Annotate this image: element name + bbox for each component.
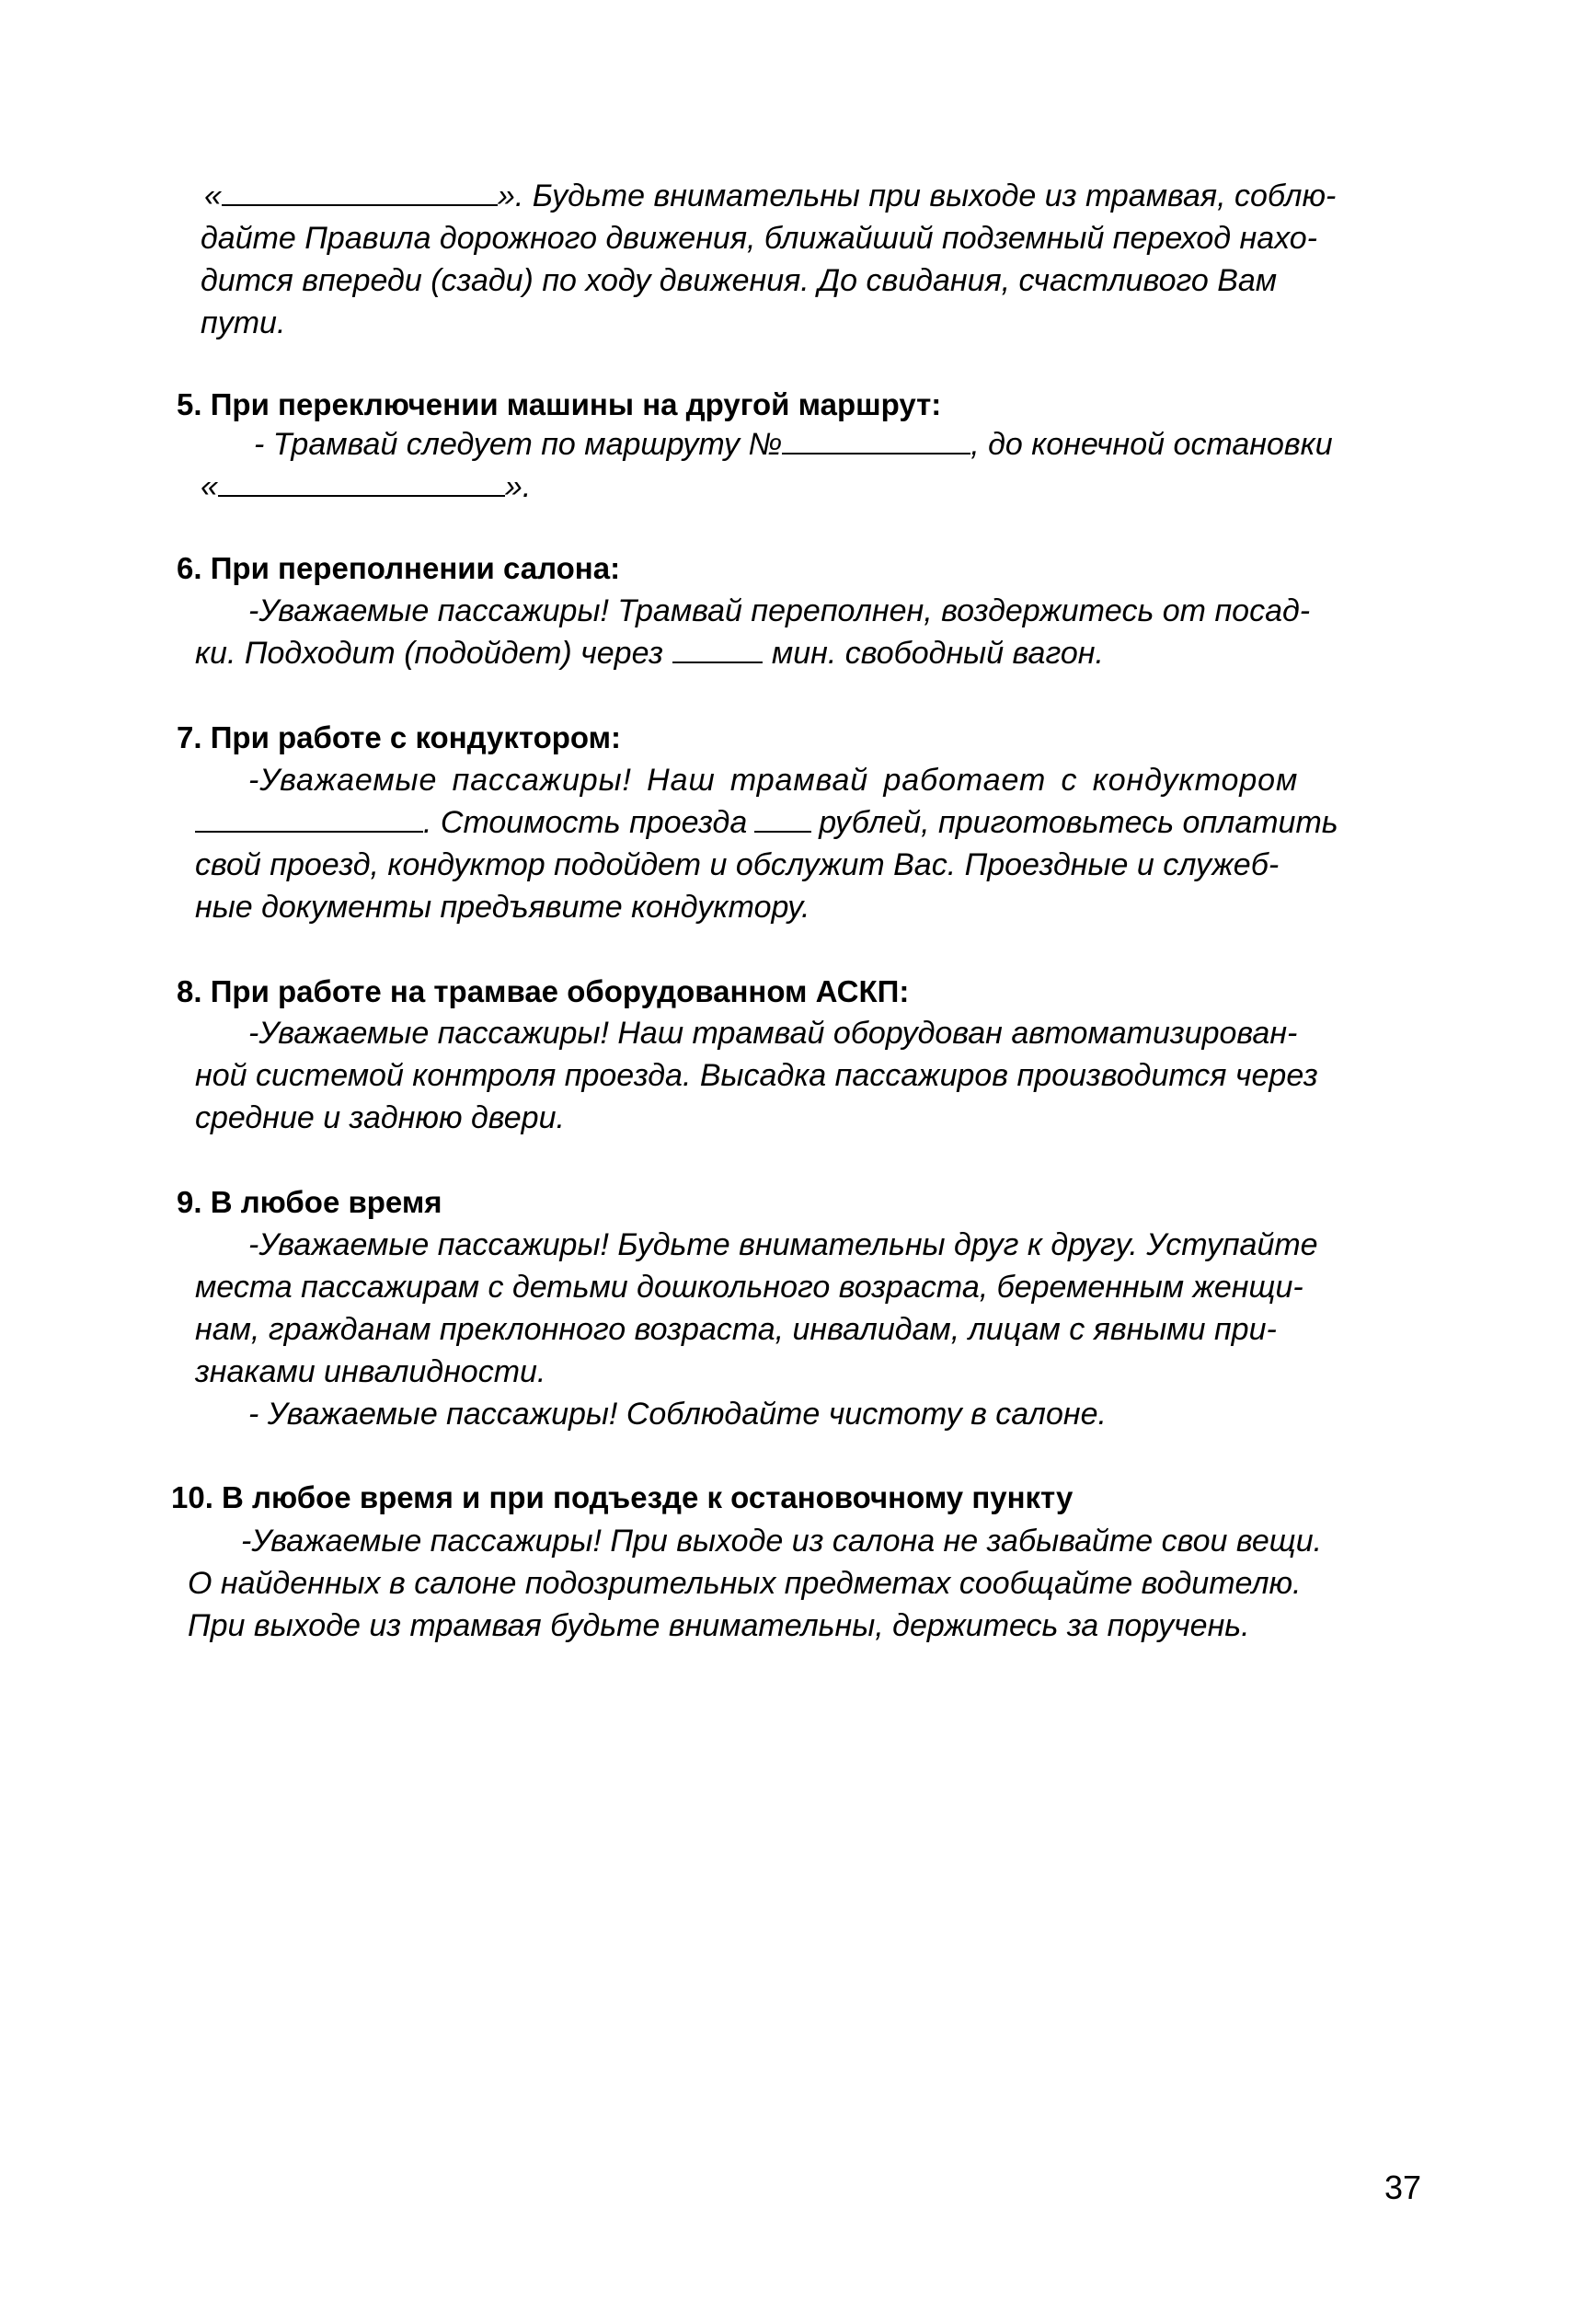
text-line: средние и заднюю двери. [195, 1100, 565, 1135]
text-line: -Уважаемые пассажиры! Наш трамвай работает с кондуктором [248, 763, 1299, 798]
text-line: О найденных в салоне подозрительных предметах сообщайте водителю. [188, 1566, 1302, 1601]
text-line: ной системой контроля проезда. Высадка пассажиров производится через [195, 1058, 1318, 1093]
text-line [204, 175, 1336, 217]
section-heading: 5. При переключении машины на другой маршрут: [177, 387, 942, 421]
text-fragment: ки. Подходит (подойдет) через [195, 636, 663, 671]
blank-field [218, 467, 505, 497]
text-line: места пассажирам с детьми дошкольного возраста, беременным женщи- [195, 1270, 1303, 1305]
text-fragment: , до конечной остановки [970, 427, 1333, 462]
section-heading: 9. В любое время [177, 1185, 442, 1219]
text-line: знаками инвалидности. [195, 1354, 546, 1389]
text-fragment: . Стоимость проезда [423, 805, 748, 840]
quote-open: « [204, 178, 222, 213]
text-line: нам, гражданам преклонного возраста, инвалидам, лицам с явными при- [195, 1312, 1277, 1347]
text-fragment: ». Будьте внимательны при выходе из трамвая, соблю- [497, 178, 1337, 213]
text-fragment: рублей, приготовьтесь оплатить [819, 805, 1338, 840]
text-line: -Уважаемые пассажиры! Трамвай переполнен, воздержитесь от посад- [248, 593, 1311, 628]
text-line: -Уважаемые пассажиры! Наш трамвай оборудован автоматизирован- [248, 1016, 1298, 1051]
section-heading: 6. При переполнении салона: [177, 551, 621, 585]
text-line: - Уважаемые пассажиры! Соблюдайте чистоту в салоне. [248, 1397, 1107, 1432]
text-line: дится впереди (сзади) по ходу движения. До свидания, счастливого Вам [201, 263, 1278, 298]
text-line [201, 466, 531, 508]
blank-field [672, 634, 763, 663]
quote-close: ». [504, 469, 532, 504]
blank-field [782, 425, 970, 454]
section-heading: 7. При работе с кондуктором: [177, 720, 622, 754]
page-number: 37 [1384, 2169, 1422, 2206]
text-line: ные документы предъявите кондуктору. [195, 890, 810, 925]
blank-field [754, 803, 811, 833]
blank-field [195, 803, 423, 833]
text-fragment: мин. свободный вагон. [771, 636, 1104, 671]
text-fragment: - Трамвай следует по маршруту № [254, 427, 783, 462]
text-line: свой проезд, кондуктор подойдет и обслужит Вас. Проездные и служеб- [195, 847, 1280, 882]
text-line: При выходе из трамвая будьте внимательны, держитесь за поручень. [188, 1608, 1250, 1643]
text-line: -Уважаемые пассажиры! Будьте внимательны друг к другу. Уступайте [248, 1227, 1318, 1262]
text-line: пути. [201, 305, 286, 340]
text-line [254, 423, 1333, 466]
text-line: -Уважаемые пассажиры! При выходе из салона не забывайте свои вещи. [241, 1524, 1323, 1559]
text-line [195, 801, 1338, 844]
section-heading: 8. При работе на трамвае оборудованном АСКП: [177, 974, 910, 1008]
text-line: дайте Правила дорожного движения, ближайший подземный переход нахо- [201, 221, 1317, 256]
quote-open: « [201, 469, 218, 504]
blank-field [222, 177, 498, 206]
text-line [195, 632, 1104, 674]
section-heading: 10. В любое время и при подъезде к остановочному пункту [171, 1480, 1074, 1514]
